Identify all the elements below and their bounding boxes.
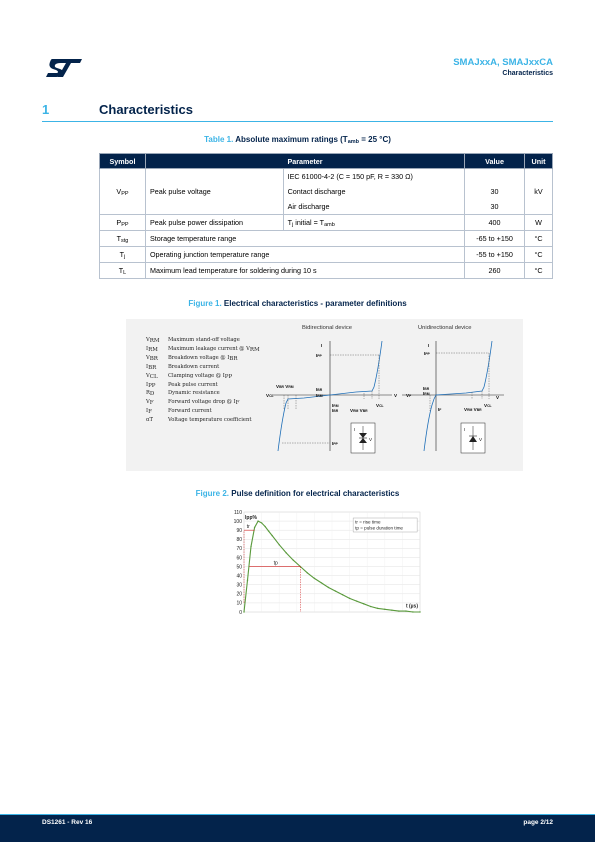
table-row <box>100 215 553 231</box>
pulse-data-point <box>391 609 392 610</box>
pulse-chart-svg <box>230 506 426 618</box>
pulse-data-point <box>349 598 350 599</box>
tj-value: -55 to +150 <box>465 247 525 263</box>
svg-text:IPP: IPP <box>332 441 338 446</box>
legend-symbol: αT <box>146 417 153 424</box>
tl-param: Maximum lead temperature for soldering during 10 s <box>145 263 464 279</box>
svg-text:VCL: VCL <box>376 403 384 408</box>
legend-description: Breakdown voltage @ $I_{BR}$ <box>168 354 238 362</box>
y-tick-label: 90 <box>236 527 242 534</box>
ppp-cond: $T_j$ initial = $T_{amb}$ <box>283 215 465 231</box>
y-tick-label: 10 <box>236 600 242 607</box>
pulse-data-point <box>335 590 336 591</box>
tstg-value: -65 to +150 <box>465 231 525 247</box>
pulse-data-point <box>279 544 280 545</box>
unidir-tvs-symbol <box>461 423 485 453</box>
legend-symbol: $V_{RM}$ <box>146 337 160 344</box>
table-row <box>100 231 553 247</box>
table1-caption-text: Absolute maximum ratings (T <box>235 135 348 144</box>
table1-caption <box>0 135 595 145</box>
section-number: 1 <box>42 102 50 117</box>
ppp-unit: W <box>524 215 552 231</box>
figure1-caption-text: Electrical characteristics - parameter definitions <box>223 299 407 308</box>
header-unit: Unit <box>524 154 552 169</box>
legend-description: Maximum stand-off voltage <box>168 337 240 343</box>
pulse-data-point <box>264 526 265 527</box>
y-tick-label: 80 <box>236 537 242 544</box>
figure1-caption-label: Figure 1. <box>188 299 222 308</box>
table-row <box>100 263 553 279</box>
legend-description: Forward current <box>168 408 212 415</box>
vpp-symbol: $V_{PP}$ <box>100 169 146 215</box>
legend-symbol: $I_{RM}$ <box>146 345 158 353</box>
section-rule <box>42 121 553 122</box>
pulse-data-point <box>342 594 343 595</box>
pulse-data-point <box>293 559 294 560</box>
vpp-cond2: Contact discharge <box>283 184 465 199</box>
svg-text:V: V <box>496 395 500 400</box>
tstg-symbol: $T_{stg}$ <box>100 231 146 247</box>
tstg-param: Storage temperature range <box>145 231 464 247</box>
table-header-row <box>100 154 553 169</box>
ppp-symbol: $P_{PP}$ <box>100 215 146 231</box>
svg-text:IBR: IBR <box>332 408 339 413</box>
pulse-data-point <box>384 609 385 610</box>
tl-value: 260 <box>465 263 525 279</box>
vpp-cond3: Air discharge <box>283 199 465 215</box>
figure1-caption <box>0 299 595 308</box>
y-tick-label: 60 <box>236 555 242 562</box>
y-axis-title: Ipp% <box>245 515 257 521</box>
y-tick-label: 100 <box>233 518 242 525</box>
y-tick-label: 70 <box>236 546 242 553</box>
figure2-caption <box>0 489 595 498</box>
pulse-data-point <box>257 520 258 521</box>
svg-text:V: V <box>479 437 483 442</box>
pulse-data-point <box>261 522 262 523</box>
pulse-data-point <box>412 611 413 612</box>
tr-label: tr <box>246 524 250 531</box>
legend-symbol: $V_{CL}$ <box>146 372 158 380</box>
svg-text:I: I <box>321 343 323 348</box>
pulse-data-point <box>307 572 308 573</box>
pulse-data-point <box>377 608 378 609</box>
section-title: Characteristics <box>99 102 193 117</box>
vpp-param: Peak pulse voltage <box>145 169 283 215</box>
absolute-ratings-table <box>99 153 553 279</box>
table1-caption-sub: amb <box>347 139 360 145</box>
document-title: SMAJxxA, SMAJxxCA <box>453 57 553 68</box>
svg-text:IPP: IPP <box>316 353 322 358</box>
svg-text:VRM VBR: VRM VBR <box>464 407 482 412</box>
y-tick-label: 30 <box>236 582 242 589</box>
pulse-data-point <box>243 611 244 612</box>
svg-text:IRM: IRM <box>316 393 323 398</box>
table-row <box>100 247 553 263</box>
legend-rise-time: tr = rise time <box>355 519 381 525</box>
pulse-data-point <box>250 546 251 547</box>
pulse-data-point <box>314 578 315 579</box>
svg-text:IRM: IRM <box>423 391 430 396</box>
tp-label: tp <box>273 560 278 567</box>
y-tick-label: 0 <box>239 609 242 616</box>
pulse-data-point <box>286 552 287 553</box>
svg-text:I: I <box>464 427 466 432</box>
tstg-unit: °C <box>524 231 552 247</box>
pulse-data-point <box>356 600 357 601</box>
pulse-data-point <box>405 610 406 611</box>
pulse-chart <box>230 506 426 618</box>
legend-description: Peak pulse current <box>168 381 218 388</box>
svg-text:VF: VF <box>406 393 412 398</box>
svg-text:IBR: IBR <box>316 387 323 392</box>
ppp-param: Peak pulse power dissipation <box>145 215 283 231</box>
bidirectional-title: Bidirectional device <box>302 325 352 331</box>
x-axis-title: t (µs) <box>405 603 418 610</box>
iv-curves <box>126 319 523 471</box>
legend-description: Maximum leakage current @ $V_{RM}$ <box>168 345 260 353</box>
pulse-data-point <box>271 535 272 536</box>
table1-caption-tail: = 25 °C) <box>359 135 391 144</box>
pulse-data-point <box>370 606 371 607</box>
unidirectional-title: Unidirectional device <box>418 325 472 331</box>
header-symbol: Symbol <box>100 154 146 169</box>
y-tick-label: 20 <box>236 591 242 598</box>
vpp-value1 <box>465 169 525 185</box>
pulse-data-point <box>321 582 322 583</box>
legend-description: Forward voltage drop @ $I_F$ <box>168 399 240 407</box>
pulse-data-point <box>268 530 269 531</box>
svg-text:V: V <box>394 393 398 398</box>
footer-doc-id: DS1261 - Rev 16 <box>42 819 93 826</box>
figure2-caption-label: Figure 2. <box>195 489 230 498</box>
tl-symbol: $T_L$ <box>100 263 146 279</box>
pulse-data-point <box>398 610 399 611</box>
legend-symbol: $V_F$ <box>146 399 154 407</box>
vpp-value2: 30 <box>465 184 525 199</box>
legend-symbol: $I_{BR}$ <box>146 363 157 371</box>
y-tick-label: 40 <box>236 573 242 580</box>
pulse-data-point <box>419 611 420 612</box>
y-tick-label: 50 <box>236 564 242 571</box>
legend-symbol: $V_{BR}$ <box>146 354 158 362</box>
legend-description: Voltage temperature coefficient <box>168 417 252 424</box>
st-logo <box>44 57 84 79</box>
svg-text:IF: IF <box>438 407 442 412</box>
legend-description: Breakdown current <box>168 363 220 370</box>
legend-pulse-duration: tp = pulse duration time <box>355 525 404 531</box>
tl-unit: °C <box>524 263 552 279</box>
bidir-tvs-symbol <box>351 423 375 453</box>
document-section-name: Characteristics <box>502 70 553 77</box>
svg-text:VRM VBR: VRM VBR <box>350 408 368 413</box>
svg-text:VBR VRM: VBR VRM <box>276 384 294 389</box>
figure2-caption-text: Pulse definition for electrical characteristics <box>231 489 400 498</box>
svg-text:I: I <box>428 343 430 348</box>
svg-text:VCL: VCL <box>484 403 492 408</box>
legend-description: Clamping voltage @ $I_{PP}$ <box>168 372 233 380</box>
legend-symbol: $I_F$ <box>146 408 152 416</box>
vpp-value3: 30 <box>465 199 525 215</box>
svg-text:IBR: IBR <box>423 386 430 391</box>
pulse-data-point <box>328 587 329 588</box>
svg-text:IPP: IPP <box>424 351 430 356</box>
pulse-data-point <box>363 603 364 604</box>
header-parameter: Parameter <box>145 154 464 169</box>
table-row <box>100 169 553 185</box>
svg-text:IRM: IRM <box>332 403 339 408</box>
pulse-data-point <box>254 527 255 528</box>
tj-symbol: $T_j$ <box>100 247 146 263</box>
y-tick-label: 110 <box>234 509 242 516</box>
legend-description: Dynamic resistance <box>168 390 220 397</box>
tj-unit: °C <box>524 247 552 263</box>
header-value: Value <box>465 154 525 169</box>
footer-page-number: page 2/12 <box>523 819 553 826</box>
vpp-unit: kV <box>524 169 552 215</box>
tj-param: Operating junction temperature range <box>145 247 464 263</box>
vpp-cond1: IEC 61000-4-2 (C = 150 pF, R = 330 Ω) <box>283 169 465 185</box>
legend-symbol: $I_{PP}$ <box>146 381 156 389</box>
ppp-value: 400 <box>465 215 525 231</box>
legend-symbol: $R_D$ <box>146 390 155 398</box>
pulse-data-point <box>247 579 248 580</box>
svg-text:I: I <box>354 427 356 432</box>
figure1-diagram <box>126 319 523 471</box>
svg-text:V: V <box>369 437 373 442</box>
svg-text:VCL: VCL <box>266 393 274 398</box>
table1-caption-label: Table 1. <box>204 135 234 144</box>
